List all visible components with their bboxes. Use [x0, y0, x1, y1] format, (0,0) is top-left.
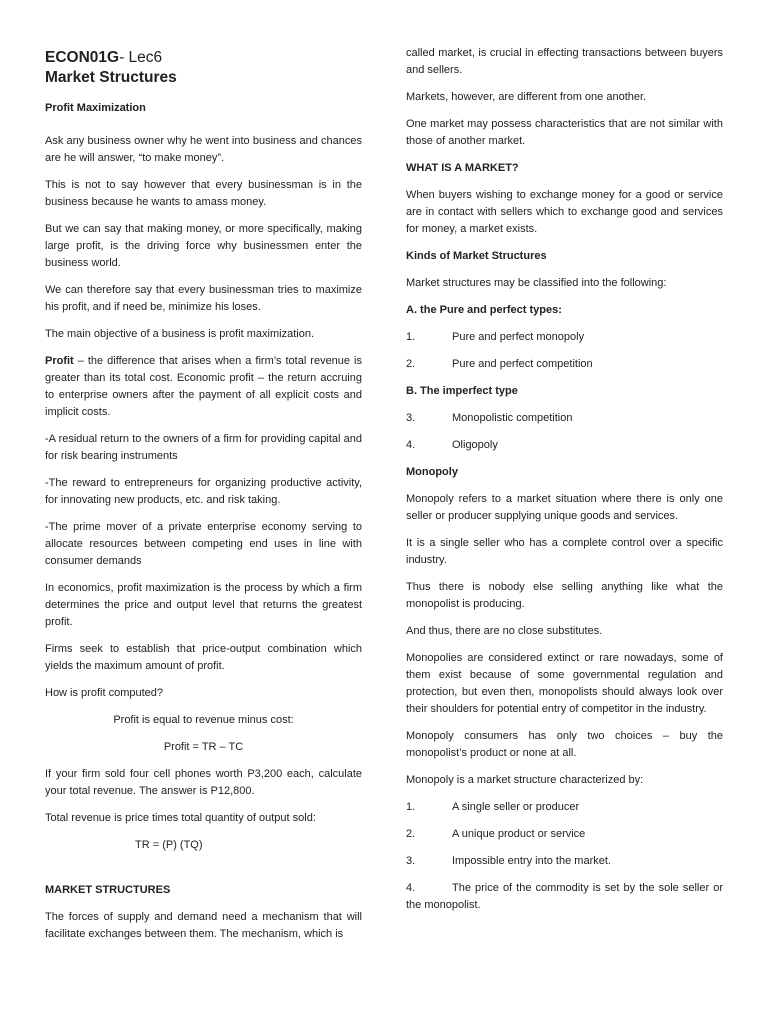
formula-description: Profit is equal to revenue minus cost: [113, 714, 294, 726]
lecture-number: - Lec6 [119, 49, 163, 66]
paragraph: Thus there is nobody else selling anything like what the monopolist is producing. [406, 581, 723, 610]
paragraph: Monopoly consumers has only two choices – buy the monopolist’s product or none at all. [406, 730, 723, 759]
list-item [406, 410, 723, 427]
paragraph: How is profit computed? [45, 687, 163, 699]
paragraph: But we can say that making money, or more specifically, making large profit, is the driving force why businessmen enter the business world. [45, 223, 362, 269]
paragraph: This is not to say however that every businessman is in the business because he wants to amass money. [45, 179, 362, 208]
list-item [406, 437, 723, 454]
list-number: 3. [406, 855, 416, 867]
paragraph: Monopoly is a market structure characterized by: [406, 774, 644, 786]
list-text: Pure and perfect competition [452, 358, 593, 370]
doc-title [45, 48, 362, 68]
formula-tr: TR = (P) (TQ) [135, 839, 203, 851]
list-number: 4. [406, 439, 416, 451]
paragraph: In economics, profit maximization is the process by which a firm determines the price and output level that returns the greatest profit. [45, 582, 362, 628]
paragraph: Markets, however, are different from one another. [406, 91, 647, 103]
right-column [406, 0, 723, 924]
paragraph: -The prime mover of a private enterprise economy serving to allocate resources between competing end uses in line with consumer demands [45, 521, 362, 567]
course-code: ECON01G [45, 49, 120, 66]
list-number: 1. [406, 801, 416, 813]
heading-monopoly: Monopoly [406, 466, 458, 478]
heading-kinds-of-market-structures: Kinds of Market Structures [406, 250, 547, 262]
list-text: Monopolistic competition [452, 412, 573, 424]
list-item [406, 799, 723, 816]
list-number: 1. [406, 331, 416, 343]
list-number: 2. [406, 828, 416, 840]
list-item [406, 853, 723, 870]
paragraph: The main objective of a business is profit maximization. [45, 328, 315, 340]
paragraph: -A residual return to the owners of a firm for providing capital and for risk bearing instruments [45, 433, 362, 462]
term-profit: Profit [45, 355, 74, 367]
list-item [406, 880, 723, 914]
paragraph: One market may possess characteristics that are not similar with those of another market. [406, 118, 723, 147]
heading-market-structures: MARKET STRUCTURES [45, 884, 171, 896]
paragraph: -The reward to entrepreneurs for organizing productive activity, for innovating new products, etc. and risk taking. [45, 477, 362, 506]
paragraph: If your firm sold four cell phones worth P3,200 each, calculate your total revenue. The answer is P12,800. [45, 768, 362, 797]
paragraph: Market structures may be classified into the following: [406, 277, 667, 289]
paragraph: It is a single seller who has a complete control over a specific industry. [406, 537, 723, 566]
list-text: The price of the commodity is set by the sole seller or the monopolist. [406, 882, 723, 911]
list-item [406, 356, 723, 373]
heading-imperfect-type: B. The imperfect type [406, 385, 518, 397]
paragraph: And thus, there are no close substitutes. [406, 625, 603, 637]
list-text: Pure and perfect monopoly [452, 331, 585, 343]
paragraph: When buyers wishing to exchange money for a good or service are in contact with sellers which to exchange good and services for money, a market exists. [406, 189, 723, 235]
paragraph: called market, is crucial in effecting transactions between buyers and sellers. [406, 47, 723, 76]
paragraph: Monopoly refers to a market situation where there is only one seller or producer supplying unique goods and services. [406, 493, 723, 522]
list-item [406, 329, 723, 346]
paragraph: Monopolies are considered extinct or rare nowadays, some of them exist because of some governmental regulation and protection, but even then, monopolists should always look over their shoulders for potential entry of competitor in the industry. [406, 652, 723, 715]
heading-profit-maximization: Profit Maximization [45, 102, 146, 114]
formula-profit: Profit = TR – TC [163, 741, 244, 753]
heading-pure-perfect-types: A. the Pure and perfect types: [406, 304, 562, 316]
definition-text: – the difference that arises when a firm’s total revenue is greater than its total cost. Economic profit – the return accruing to enterprise owners after the payment of all explicit costs and implicit costs. [45, 355, 362, 418]
page-title: Market Structures [45, 69, 177, 86]
list-number: 2. [406, 358, 416, 370]
paragraph: Firms seek to establish that price-output combination which yields the maximum amount of profit. [45, 643, 362, 672]
paragraph: The forces of supply and demand need a mechanism that will facilitate exchanges between them. The mechanism, which is [45, 911, 362, 940]
list-item [406, 826, 723, 843]
paragraph: Total revenue is price times total quantity of output sold: [45, 812, 316, 824]
list-number: 4. [406, 882, 416, 894]
list-number: 3. [406, 412, 416, 424]
paragraph-profit-definition [45, 353, 362, 421]
list-text: A single seller or producer [452, 801, 580, 813]
list-text: Impossible entry into the market. [452, 855, 611, 867]
heading-what-is-a-market: WHAT IS A MARKET? [406, 162, 519, 174]
paragraph: Ask any business owner why he went into business and chances are he will answer, “to make money”. [45, 135, 362, 164]
list-text: Oligopoly [452, 439, 498, 451]
paragraph: We can therefore say that every businessman tries to maximize his profit, and if need be, minimize his loses. [45, 284, 362, 313]
list-text: A unique product or service [452, 828, 586, 840]
left-column [45, 0, 362, 953]
